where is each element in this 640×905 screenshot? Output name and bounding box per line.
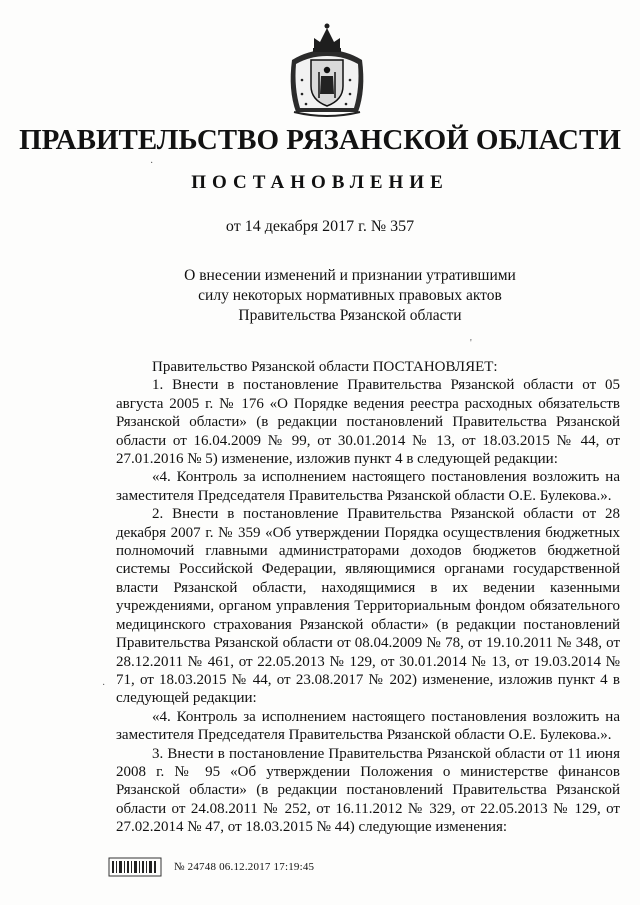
clause-paragraph: 2. Внести в постановление Правительства Рязанской области от 28 декабря 2007 г. № 359 «Об утверждении Порядка осуществления бюджетных полномочий главными администраторами доходов бюджетов бюджетной системы Российской Федерации, являющимися органами государственной власти Рязанской области, находящимися в их ведении казенными учреждениями, органом управления Территориальным фондом обязательного медицинского страхования Рязанской области» (в редакции постановлений Правительства Рязанской области от 08.04.2009 № 78, от 19.10.2011 № 348, от 28.12.2011 № 461, от 22.05.2013 № 129, от 30.01.2014 № 13, от 19.03.2014 № 71, от 18.03.2015 № 44, от 23.08.2017 № 202) изменение, изложив пункт 4 в следующей редакции: <box>116 506 620 707</box>
quoted-paragraph: «4. Контроль за исполнением настоящего постановления возложить на заместителя Председателя Правительства Рязанской области О.Е. Булекова.». <box>116 469 620 504</box>
subject-line: силу некоторых нормативных правовых актов <box>198 287 502 304</box>
preamble-paragraph: Правительство Рязанской области ПОСТАНОВЛЯЕТ: <box>152 359 498 375</box>
government-title: ПРАВИТЕЛЬСТВО РЯЗАНСКОЙ ОБЛАСТИ <box>19 124 621 156</box>
document-registration-id: № 24748 06.12.2017 17:19:45 <box>174 861 315 873</box>
barcode-stamp-icon <box>108 857 162 877</box>
scan-speck: ' <box>470 338 472 349</box>
decree-subject <box>170 266 530 326</box>
clause-paragraph: 3. Внести в постановление Правительства Рязанской области от 11 июня 2008 г. № 95 «Об утверждении Положения о министерстве финансов Рязанской области» (в редакции постановлений Правительства Рязанской области от 24.08.2011 № 252, от 16.11.2012 № 329, от 22.05.2013 № 129, от 27.02.2014 № 47, от 18.03.2015 № 44) следующие изменения: <box>116 745 620 836</box>
document-type: ПОСТАНОВЛЕНИЕ <box>191 172 449 193</box>
subject-line: Правительства Рязанской области <box>238 307 462 324</box>
subject-line: О внесении изменений и признании утратившими <box>184 267 516 284</box>
clause-paragraph: 1. Внести в постановление Правительства Рязанской области от 05 августа 2005 г. № 176 «О Порядке ведения реестра расходных обязательств Рязанской области» (в редакции постановлений Правительства Рязанской области от 16.04.2009 № 99, от 30.01.2014 № 13, от 18.03.2015 № 44, от 27.01.2016 № 5) изменение, изложив пункт 4 в следующей редакции: <box>116 377 620 468</box>
scan-speck: · <box>102 680 106 691</box>
coat-of-arms-icon <box>286 20 368 120</box>
scan-speck: · <box>150 158 154 169</box>
decree-date-number: от 14 декабря 2017 г. № 357 <box>225 218 415 235</box>
decree-body <box>116 358 620 837</box>
document-footer <box>108 856 314 878</box>
quoted-paragraph: «4. Контроль за исполнением настоящего постановления возложить на заместителя Председателя Правительства Рязанской области О.Е. Булекова.». <box>116 708 620 744</box>
